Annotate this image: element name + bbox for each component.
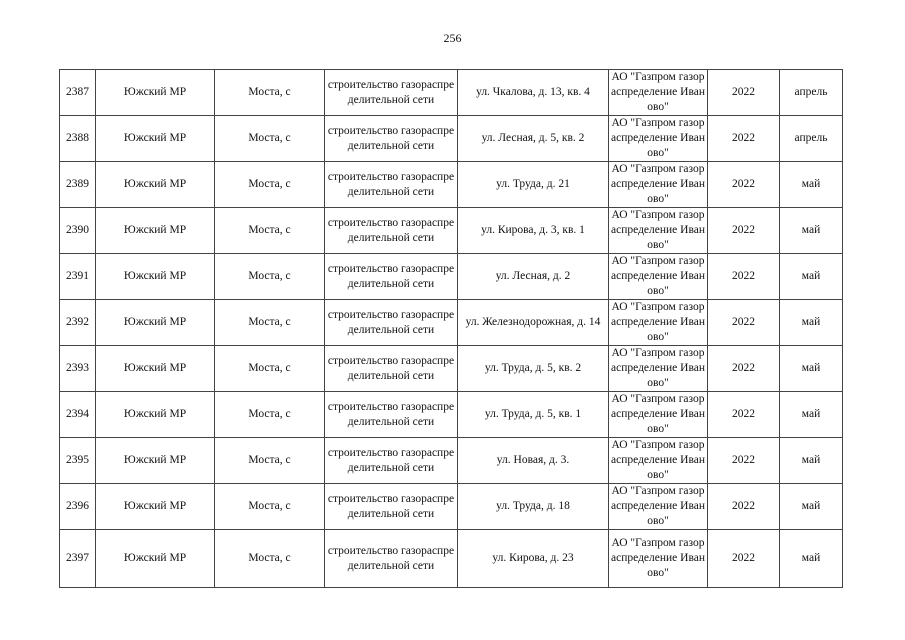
- month-cell: май: [780, 208, 843, 254]
- work-type-cell: строительство газораспределительной сети: [325, 208, 458, 254]
- row-number-cell: 2393: [60, 346, 96, 392]
- work-type-cell: строительство газораспределительной сети: [325, 392, 458, 438]
- row-number-cell: 2395: [60, 438, 96, 484]
- locality-cell: Моста, с: [215, 392, 325, 438]
- address-cell: ул. Труда, д. 5, кв. 1: [458, 392, 609, 438]
- locality-cell: Моста, с: [215, 346, 325, 392]
- address-cell: ул. Труда, д. 21: [458, 162, 609, 208]
- gasification-table: [59, 69, 843, 588]
- row-number-cell: 2387: [60, 70, 96, 116]
- month-cell: апрель: [780, 70, 843, 116]
- month-cell: май: [780, 392, 843, 438]
- table-row: [60, 530, 843, 588]
- district-cell: Южский МР: [96, 70, 215, 116]
- row-number-cell: 2394: [60, 392, 96, 438]
- work-type-cell: строительство газораспределительной сети: [325, 346, 458, 392]
- year-cell: 2022: [708, 300, 780, 346]
- month-cell: май: [780, 530, 843, 588]
- locality-cell: Моста, с: [215, 208, 325, 254]
- work-type-cell: строительство газораспределительной сети: [325, 484, 458, 530]
- district-cell: Южский МР: [96, 300, 215, 346]
- year-cell: 2022: [708, 162, 780, 208]
- district-cell: Южский МР: [96, 346, 215, 392]
- organization-cell: АО "Газпром газораспределение Иваново": [609, 208, 708, 254]
- address-cell: ул. Кирова, д. 23: [458, 530, 609, 588]
- row-number-cell: 2397: [60, 530, 96, 588]
- organization-cell: АО "Газпром газораспределение Иваново": [609, 438, 708, 484]
- locality-cell: Моста, с: [215, 116, 325, 162]
- work-type-cell: строительство газораспределительной сети: [325, 70, 458, 116]
- district-cell: Южский МР: [96, 162, 215, 208]
- district-cell: Южский МР: [96, 116, 215, 162]
- district-cell: Южский МР: [96, 530, 215, 588]
- year-cell: 2022: [708, 484, 780, 530]
- address-cell: ул. Чкалова, д. 13, кв. 4: [458, 70, 609, 116]
- organization-cell: АО "Газпром газораспределение Иваново": [609, 70, 708, 116]
- month-cell: май: [780, 438, 843, 484]
- month-cell: май: [780, 162, 843, 208]
- locality-cell: Моста, с: [215, 438, 325, 484]
- organization-cell: АО "Газпром газораспределение Иваново": [609, 116, 708, 162]
- district-cell: Южский МР: [96, 484, 215, 530]
- locality-cell: Моста, с: [215, 254, 325, 300]
- month-cell: май: [780, 346, 843, 392]
- address-cell: ул. Кирова, д. 3, кв. 1: [458, 208, 609, 254]
- table-row: [60, 300, 843, 346]
- row-number-cell: 2392: [60, 300, 96, 346]
- row-number-cell: 2390: [60, 208, 96, 254]
- row-number-cell: 2388: [60, 116, 96, 162]
- table-row: [60, 346, 843, 392]
- table-row: [60, 484, 843, 530]
- page-number: 256: [443, 31, 462, 45]
- address-cell: ул. Труда, д. 5, кв. 2: [458, 346, 609, 392]
- locality-cell: Моста, с: [215, 300, 325, 346]
- year-cell: 2022: [708, 438, 780, 484]
- table-row: [60, 254, 843, 300]
- month-cell: апрель: [780, 116, 843, 162]
- table-row: [60, 116, 843, 162]
- organization-cell: АО "Газпром газораспределение Иваново": [609, 392, 708, 438]
- work-type-cell: строительство газораспределительной сети: [325, 254, 458, 300]
- locality-cell: Моста, с: [215, 70, 325, 116]
- address-cell: ул. Лесная, д. 2: [458, 254, 609, 300]
- address-cell: ул. Новая, д. 3.: [458, 438, 609, 484]
- table-body: [60, 70, 843, 588]
- organization-cell: АО "Газпром газораспределение Иваново": [609, 254, 708, 300]
- organization-cell: АО "Газпром газораспределение Иваново": [609, 346, 708, 392]
- row-number-cell: 2391: [60, 254, 96, 300]
- district-cell: Южский МР: [96, 254, 215, 300]
- year-cell: 2022: [708, 346, 780, 392]
- locality-cell: Моста, с: [215, 162, 325, 208]
- row-number-cell: 2389: [60, 162, 96, 208]
- organization-cell: АО "Газпром газораспределение Иваново": [609, 162, 708, 208]
- district-cell: Южский МР: [96, 392, 215, 438]
- work-type-cell: строительство газораспределительной сети: [325, 116, 458, 162]
- work-type-cell: строительство газораспределительной сети: [325, 438, 458, 484]
- month-cell: май: [780, 254, 843, 300]
- row-number-cell: 2396: [60, 484, 96, 530]
- work-type-cell: строительство газораспределительной сети: [325, 530, 458, 588]
- table-row: [60, 208, 843, 254]
- year-cell: 2022: [708, 208, 780, 254]
- table-row: [60, 162, 843, 208]
- table-row: [60, 392, 843, 438]
- year-cell: 2022: [708, 392, 780, 438]
- table-row: [60, 438, 843, 484]
- district-cell: Южский МР: [96, 438, 215, 484]
- district-cell: Южский МР: [96, 208, 215, 254]
- year-cell: 2022: [708, 254, 780, 300]
- locality-cell: Моста, с: [215, 484, 325, 530]
- address-cell: ул. Труда, д. 18: [458, 484, 609, 530]
- month-cell: май: [780, 300, 843, 346]
- work-type-cell: строительство газораспределительной сети: [325, 300, 458, 346]
- organization-cell: АО "Газпром газораспределение Иваново": [609, 530, 708, 588]
- work-type-cell: строительство газораспределительной сети: [325, 162, 458, 208]
- table-row: [60, 70, 843, 116]
- address-cell: ул. Железнодорожная, д. 14: [458, 300, 609, 346]
- organization-cell: АО "Газпром газораспределение Иваново": [609, 300, 708, 346]
- organization-cell: АО "Газпром газораспределение Иваново": [609, 484, 708, 530]
- locality-cell: Моста, с: [215, 530, 325, 588]
- year-cell: 2022: [708, 116, 780, 162]
- year-cell: 2022: [708, 530, 780, 588]
- month-cell: май: [780, 484, 843, 530]
- year-cell: 2022: [708, 70, 780, 116]
- address-cell: ул. Лесная, д. 5, кв. 2: [458, 116, 609, 162]
